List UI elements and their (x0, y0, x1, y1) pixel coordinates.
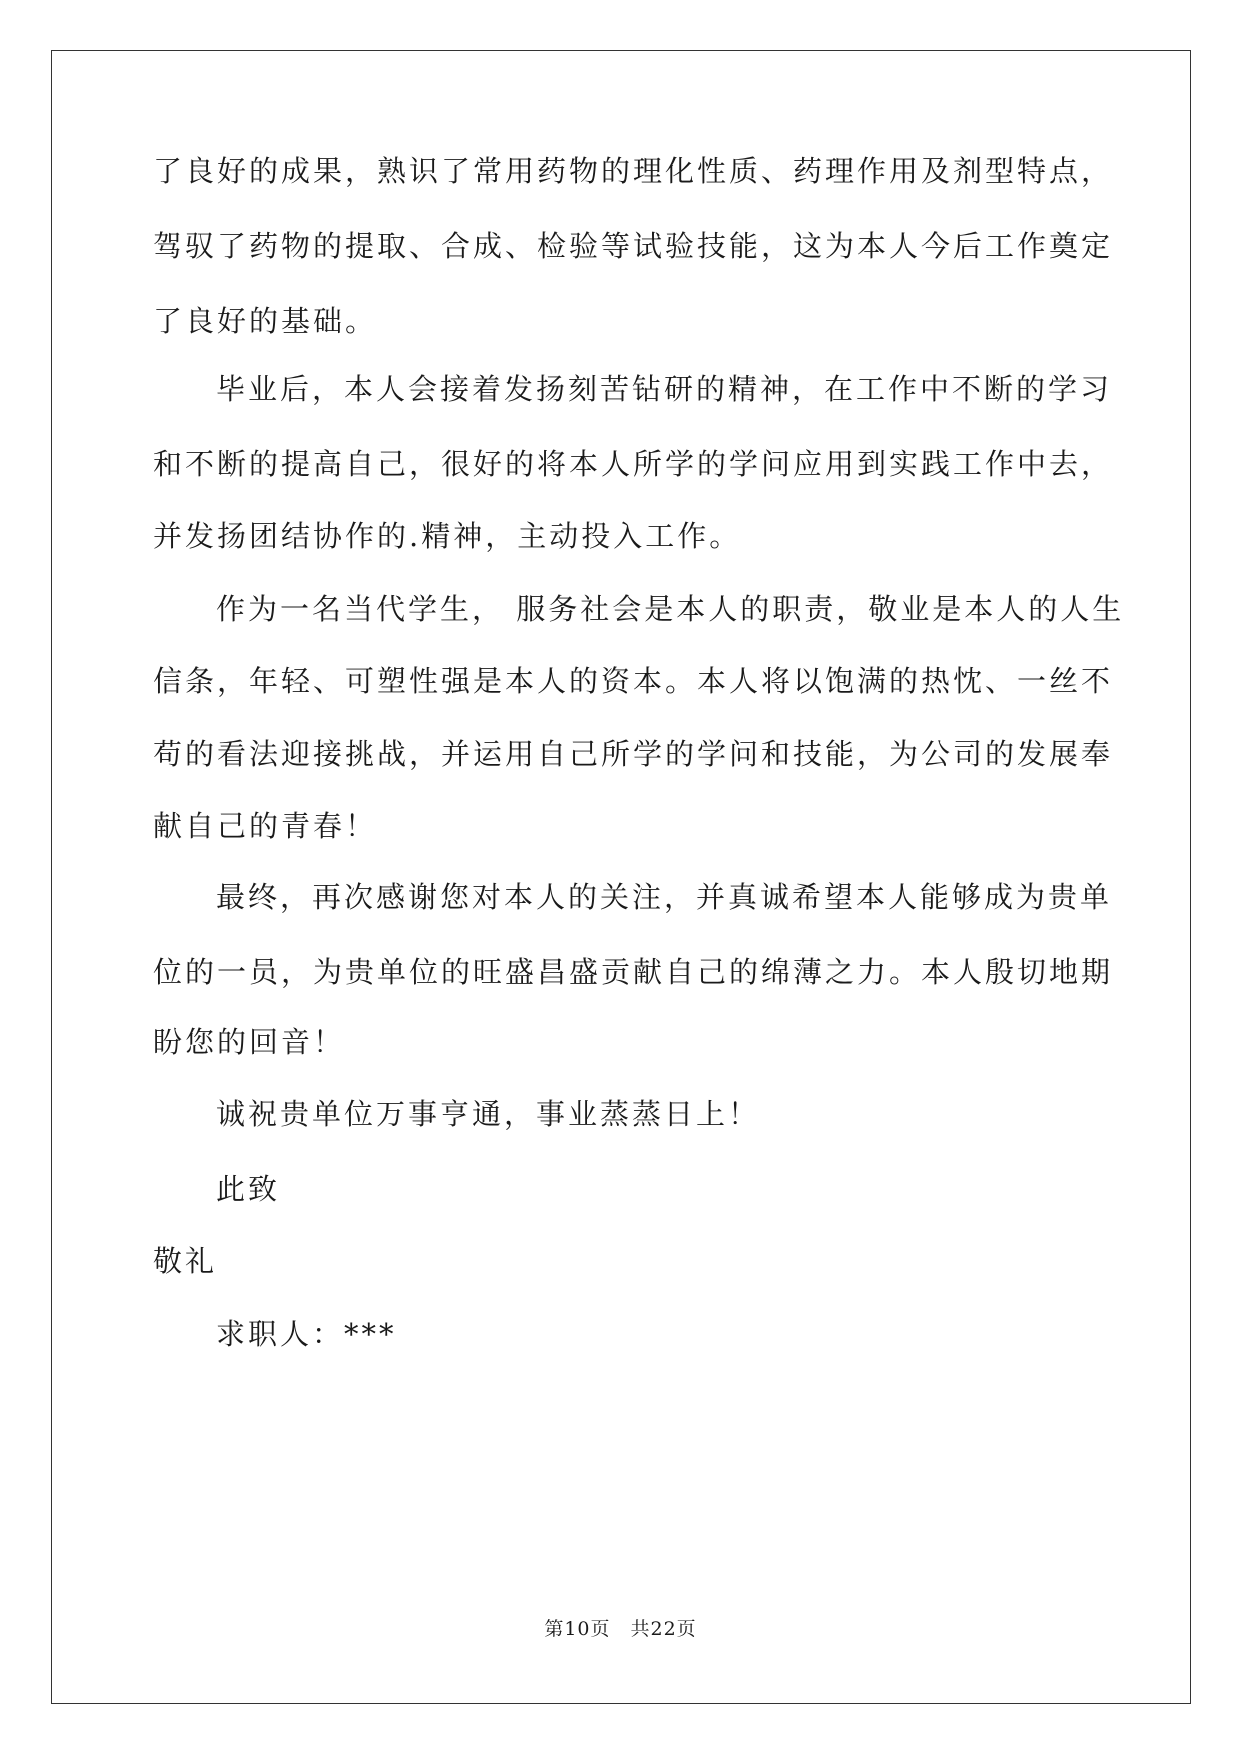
body-line-1: 了良好的成果，熟识了常用药物的理化性质、药理作用及剂型特点， (153, 154, 1114, 188)
paragraph-student-line-4: 献自己的青春！ (153, 809, 378, 843)
paragraph-graduation-line-1: 毕业后，本人会接着发扬刻苦钻研的精神，在工作中不断的学习 (216, 372, 1113, 406)
body-line-2: 驾驭了药物的提取、合成、检验等试验技能，这为本人今后工作奠定 (153, 229, 1114, 263)
paragraph-student-line-2: 信条，年轻、可塑性强是本人的资本。本人将以饱满的热忱、一丝不 (153, 664, 1114, 698)
applicant-signature: 求职人：*** (216, 1317, 397, 1351)
paragraph-closing-line-3: 盼您的回音！ (153, 1025, 346, 1059)
salutation-jingli: 敬礼 (153, 1244, 218, 1278)
paragraph-closing-line-2: 位的一员，为贵单位的旺盛昌盛贡献自己的绵薄之力。本人殷切地期 (153, 955, 1114, 989)
page-number-footer: 第10页 共22页 (544, 1618, 697, 1640)
blessing-line: 诚祝贵单位万事亨通，事业蒸蒸日上！ (216, 1097, 761, 1131)
paragraph-graduation-line-2: 和不断的提高自己，很好的将本人所学的学问应用到实践工作中去， (153, 447, 1114, 481)
paragraph-student-line-1: 作为一名当代学生， 服务社会是本人的职责，敬业是本人的人生 (216, 592, 1125, 626)
paragraph-graduation-line-3: 并发扬团结协作的.精神，主动投入工作。 (153, 519, 742, 553)
body-line-3: 了良好的基础。 (153, 304, 378, 338)
salutation-cizhi: 此致 (216, 1172, 281, 1206)
paragraph-student-line-3: 苟的看法迎接挑战，并运用自己所学的学问和技能，为公司的发展奉 (153, 737, 1114, 771)
paragraph-closing-line-1: 最终，再次感谢您对本人的关注，并真诚希望本人能够成为贵单 (216, 880, 1113, 914)
